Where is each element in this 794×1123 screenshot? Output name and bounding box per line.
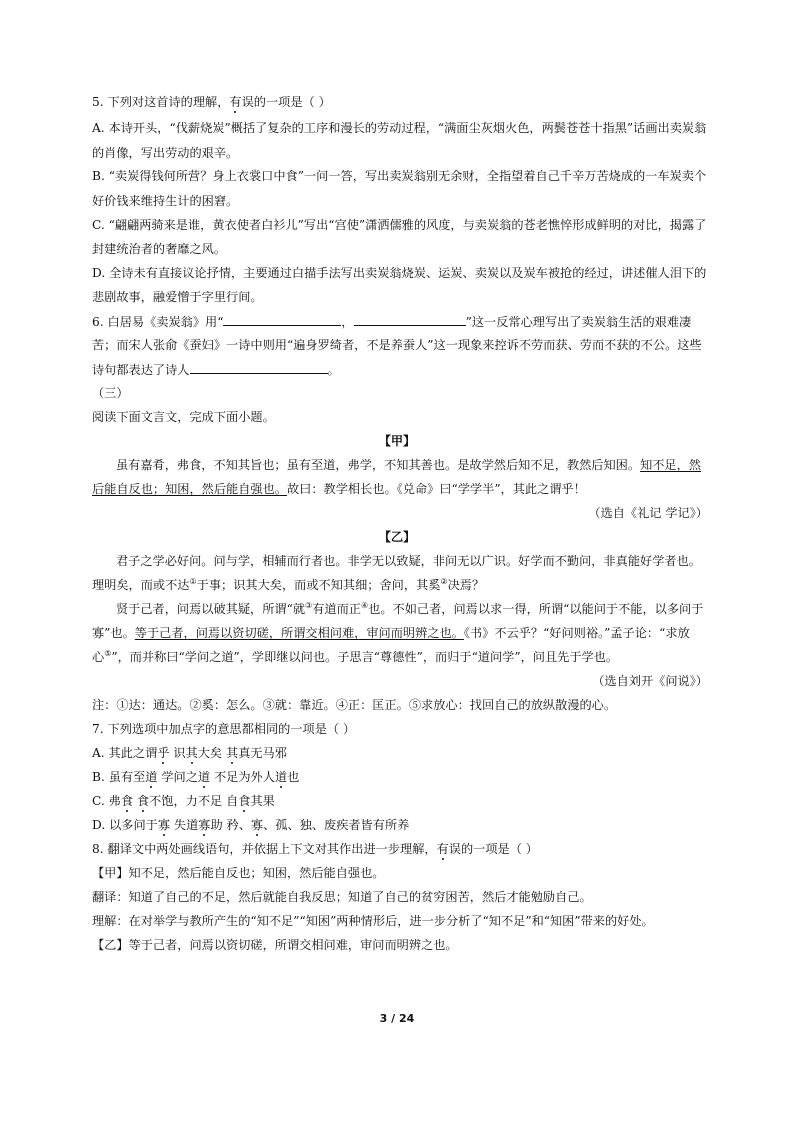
q8-jia-sentence: 【甲】知不足，然后能自反也；知困，然后能自强也。 bbox=[92, 866, 385, 880]
q5-option-b-line2: 好价钱来维持生计的困窘。 bbox=[92, 194, 239, 208]
passage-jia-source: （选自《礼记 学记》） bbox=[588, 506, 708, 520]
section-intro: 阅读下面文言文，完成下面小题。 bbox=[92, 410, 275, 424]
q7-option-a: A. 其此之谓乎 识其大矣 其真无马邪 bbox=[92, 746, 287, 760]
passage-yi-heading: 【乙】 bbox=[378, 530, 416, 544]
q8-translation: 翻译：知道了自己的不足，然后就能自我反思；知道了自己的贫穷困苦，然后才能勉励自己。 bbox=[92, 890, 592, 904]
answer-blank[interactable] bbox=[190, 361, 328, 374]
emphasis-dot-char: 寡 bbox=[198, 818, 211, 832]
footnote-marker: ④ bbox=[360, 600, 369, 610]
q5-option-c-line1: C. “翩翩两骑来是谁，黄衣使者白衫儿”写出“宫使”潇洒儒雅的风度，与卖炭翁的苍老憔悴形成鲜明的对比，揭露了 bbox=[92, 218, 707, 232]
emphasis-dot-char: 其 bbox=[226, 746, 239, 760]
underlined-sentence: 知不足，然 bbox=[640, 458, 701, 472]
q5-option-c-line2: 封建统治者的奢靡之风。 bbox=[92, 242, 227, 256]
q6-line2: 苦；而宋人张俞《蚕妇》一诗中则用“遍身罗绮者，不是养蚕人”这一现象来控诉不劳而获、劳而不获的不公。这些 bbox=[92, 338, 702, 352]
passage-yi-source: （选自刘开《问说》） bbox=[592, 674, 708, 688]
q7-option-d: D. 以多问于寡 失道寡助 矜、寡、孤、独、废疾者皆有所养 bbox=[92, 818, 410, 832]
underlined-sentence: 后能自反也；知困，然后能自强也。 bbox=[92, 482, 287, 496]
footnote-marker: ⑤ bbox=[104, 648, 112, 658]
q7-stem: 7. 下列选项中加点字的意思都相同的一项是（ ） bbox=[92, 722, 356, 736]
emphasis-dot-char: 其 bbox=[185, 746, 198, 760]
emphasis-dot-char: 寡 bbox=[157, 818, 171, 832]
passage-yi-line1: 君子之学必好问。问与学，相辅而行者也。非学无以致疑，非问无以广识。好学而不勤问，非真能好学者也。 bbox=[116, 554, 701, 568]
passage-yi-line2: 理明矣，而或不达①于事；识其大矣，而或不知其细；舍问，其奚②决焉？ bbox=[92, 576, 485, 592]
emphasis-dot-char: 食 bbox=[238, 794, 251, 808]
emphasis-dot-char: 道 bbox=[145, 770, 158, 784]
q5-stem: 5. 下列对这首诗的理解，有误的一项是（ ） bbox=[92, 95, 331, 109]
q6-line1: 6. 白居易《卖炭翁》用“ ， ”这一反常心理写出了卖炭翁生活的艰难凄 bbox=[92, 315, 692, 329]
passage-yi-line5: 心⑤”，而并称曰“学问之道”，学即继以问也。子思言“尊德性”，而归于“道问学”，问且先于学也。 bbox=[92, 648, 619, 664]
q5-option-d-line1: D. 全诗未有直接议论抒情，主要通过白描手法写出卖炭翁烧炭、运炭、卖炭以及炭车被抢的经过，讲述催人泪下的 bbox=[92, 266, 707, 280]
emphasis-dot-char: 食 bbox=[120, 794, 134, 808]
emphasis-dot-char: 有 bbox=[436, 842, 449, 856]
underlined-sentence: 等于己者，问焉以资切磋，所谓交相问难，审问而明辨之也。 bbox=[134, 626, 464, 640]
q6-line3: 诗句都表达了诗人 。 bbox=[92, 363, 340, 377]
q5-option-a-line2: 的肖像，写出劳动的艰辛。 bbox=[92, 146, 239, 160]
q5-option-d-line2: 悲剧故事，融爱憎于字里行间。 bbox=[92, 290, 263, 304]
page-number: 3 / 24 bbox=[379, 1012, 415, 1025]
q8-understanding: 理解：在对举学与教所产生的“知不足”“知困”两种情形后，进一步分析了“知不足”和“知困”带来的好处。 bbox=[92, 914, 654, 928]
answer-blank[interactable] bbox=[354, 313, 466, 326]
footnotes: 注：①达：通达。②奚：怎么。③就：靠近。④正：匡正。⑤求放心：找回自己的放纵散漫的心。 bbox=[92, 698, 617, 712]
passage-jia-line1: 虽有嘉肴，弗食，不知其旨也；虽有至道，弗学，不知其善也。是故学然后知不足，教然后知困。知不足，然 bbox=[116, 458, 701, 472]
footnote-marker: ① bbox=[189, 576, 197, 586]
footnote-marker: ② bbox=[440, 576, 448, 586]
answer-blank[interactable] bbox=[223, 313, 341, 326]
emphasis-dot-char: 寡 bbox=[250, 818, 264, 832]
footnote-marker: ③ bbox=[305, 600, 313, 610]
q7-option-b: B. 虽有至道 学问之道 不足为外人道也 bbox=[92, 770, 300, 784]
emphasis-dot-char: 有 bbox=[229, 95, 242, 109]
emphasis-dot-char: 道 bbox=[274, 770, 288, 784]
emphasis-dot-char: 道 bbox=[197, 770, 211, 784]
emphasis-dot-char: 乎 bbox=[157, 746, 170, 760]
q5-option-a-line1: A. 本诗开头，“伐薪烧炭”概括了复杂的工序和漫长的劳动过程，“满面尘灰烟火色，两鬓苍苍十指黑”话画出卖炭翁 bbox=[92, 121, 707, 135]
passage-yi-line4: 寡”也。等于己者，问焉以资切磋，所谓交相问难，审问而明辨之也。《书》不云乎？“好问则裕。”孟子论：“求放 bbox=[92, 626, 690, 640]
passage-jia-line2: 后能自反也；知困，然后能自强也。故曰：教学相长也。《兑命》曰“学学半”，其此之谓乎！ bbox=[92, 482, 586, 496]
passage-yi-line3: 贤于己者，问焉以破其疑，所谓“就③有道而正④也。不如己者，问焉以求一得，所谓“以能问于不能，以多问于 bbox=[116, 600, 704, 616]
passage-jia-heading: 【甲】 bbox=[378, 434, 416, 448]
q8-yi-sentence: 【乙】等于己者，问焉以资切磋，所谓交相问难，审问而明辨之也。 bbox=[92, 938, 458, 952]
q5-option-b-line1: B. “卖炭得钱何所营？身上衣裳口中食”一问一答，写出卖炭翁别无余财，全指望着自己千辛万苦烧成的一车炭卖个 bbox=[92, 169, 707, 183]
q8-stem: 8. 翻译文中两处画线语句，并依据上下文对其作出进一步理解，有误的一项是（ ） bbox=[92, 842, 538, 856]
q7-option-c: C. 弗食 食不饱，力不足 自食其果 bbox=[92, 794, 275, 808]
emphasis-dot-char: 食 bbox=[136, 794, 150, 808]
section-label: （三） bbox=[92, 386, 129, 400]
